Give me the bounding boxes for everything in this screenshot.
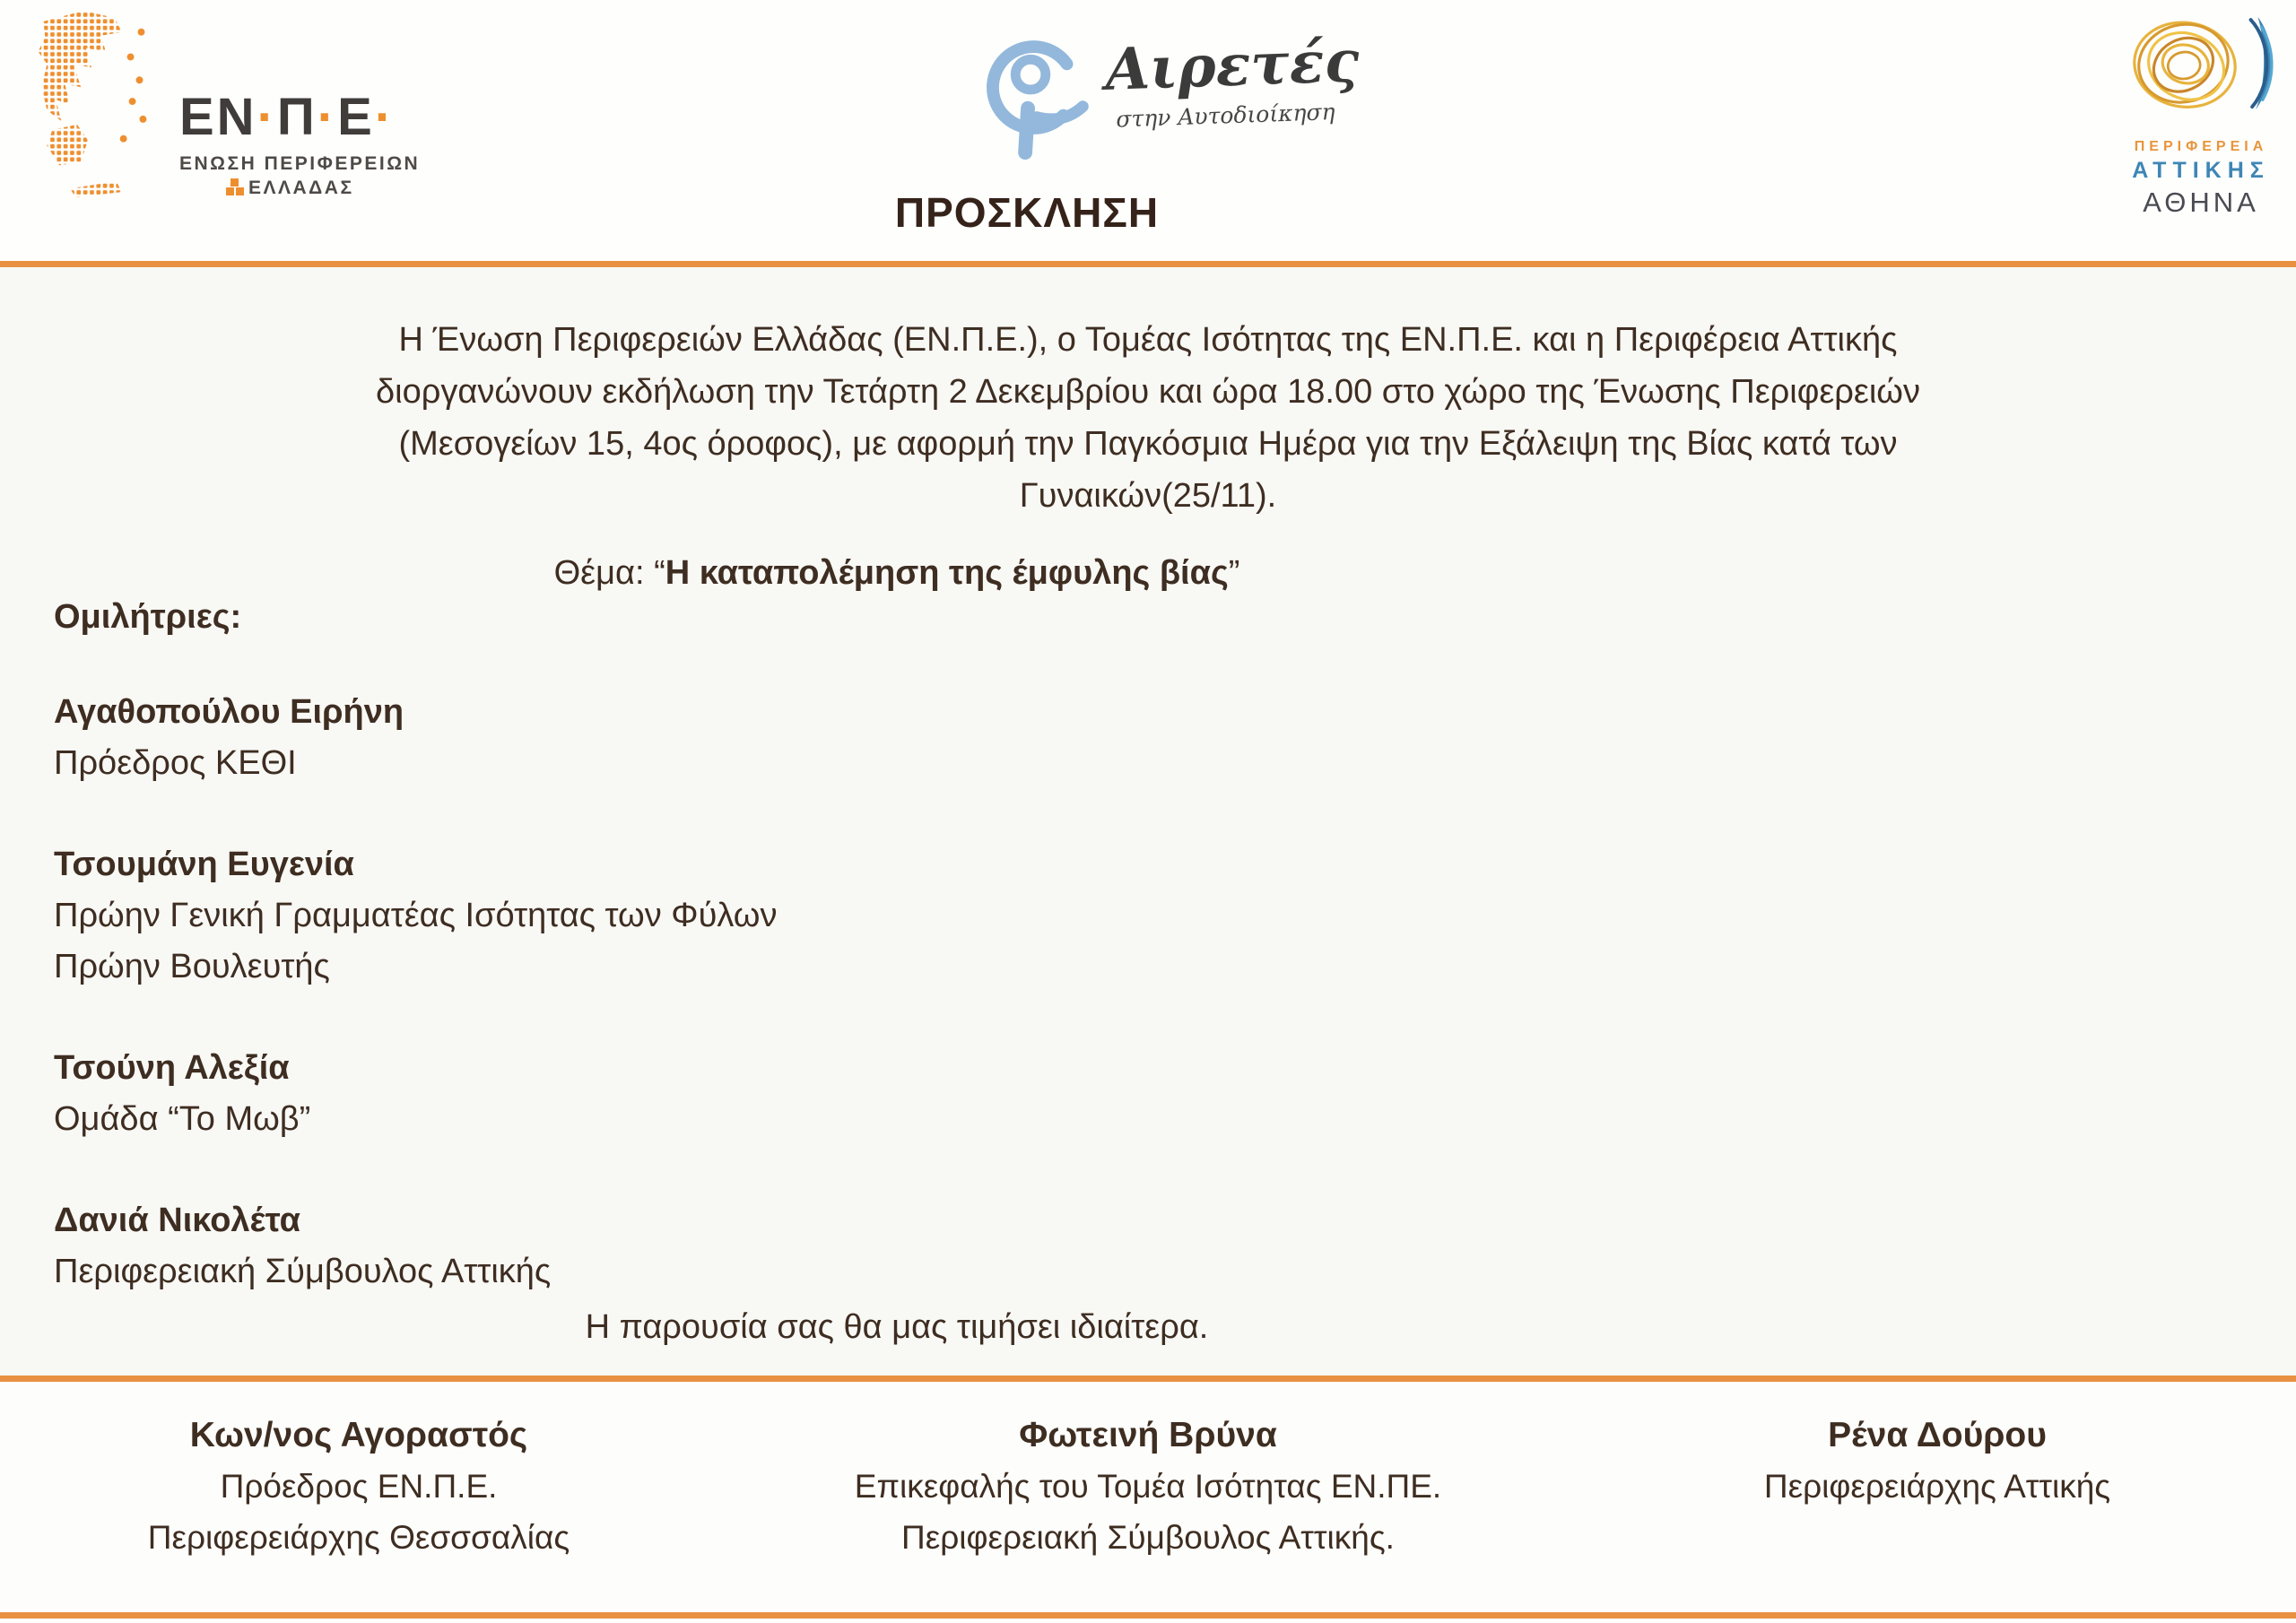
enpe-wordmark bbox=[179, 88, 420, 146]
speaker-name: Τσούνη Αλεξία bbox=[54, 1049, 290, 1087]
signatory-title: Περιφερειάρχης Θεσσσαλίας bbox=[147, 1519, 570, 1556]
divider-bottom bbox=[0, 1376, 2296, 1382]
enpe-wordmark-dot: · bbox=[317, 88, 338, 146]
page-title: ΠΡΟΣΚΛΗΣΗ bbox=[894, 189, 1160, 236]
speaker-name: Δανιά Νικολέτα bbox=[54, 1202, 300, 1239]
signatory bbox=[718, 1410, 1578, 1563]
enpe-wordmark-letters: Π bbox=[276, 88, 317, 146]
woman-symbol-icon bbox=[973, 11, 1091, 161]
enpe-wordmark-letters: Ε bbox=[337, 88, 375, 146]
speaker-title: Πρώην Γενική Γραμματέας Ισότητας των Φύλων bbox=[54, 897, 778, 934]
enpe-logo bbox=[11, 5, 420, 210]
speaker-entry bbox=[54, 1043, 2296, 1145]
header bbox=[0, 0, 2296, 261]
signatory bbox=[0, 1410, 718, 1563]
speaker-title: Ομάδα “Το Μωβ” bbox=[54, 1100, 311, 1138]
intro-paragraph bbox=[81, 314, 2216, 522]
enpe-subtitle-line1: ΕΝΩΣΗ ΠΕΡΙΦΕΡΕΙΩΝ bbox=[179, 153, 421, 174]
greece-dotted-map-icon bbox=[11, 5, 165, 210]
theme-text: Η καταπολέμηση της έμφυλης βίας bbox=[665, 554, 1229, 592]
speaker-title: Πρώην Βουλευτής bbox=[54, 948, 330, 985]
sun-moon-scribble-icon bbox=[2120, 0, 2282, 131]
speakers-heading: Ομιλήτριες: bbox=[54, 598, 242, 636]
theme-line bbox=[0, 554, 1794, 593]
signatory-name: Ρένα Δούρου bbox=[1828, 1416, 2047, 1454]
speaker-name: Τσουμάνη Ευγενία bbox=[54, 846, 354, 883]
airetes-name: Αιρετές bbox=[1104, 28, 1361, 104]
speaker-entry bbox=[54, 839, 2296, 993]
intro-line: Γυναικών(25/11). bbox=[1019, 477, 1277, 515]
theme-label: Θέμα: bbox=[553, 554, 655, 592]
divider-top bbox=[0, 261, 2296, 267]
closing-line: Η παρουσία σας θα μας τιμήσει ιδιαίτερα. bbox=[585, 1308, 1209, 1346]
enpe-logo-text bbox=[179, 88, 421, 199]
signatory-title: Πρόεδρος ΕΝ.Π.Ε. bbox=[220, 1468, 498, 1505]
signatory bbox=[1578, 1410, 2296, 1563]
attiki-region-label: ΠΕΡΙΦΕΡΕΙΑ bbox=[2134, 139, 2268, 154]
attiki-logo bbox=[2120, 0, 2282, 219]
signatory-name: Φωτεινή Βρύνα bbox=[1019, 1416, 1277, 1454]
airetes-tagline: στην Αυτοδιοίκηση bbox=[1115, 99, 1335, 133]
theme-close-quote: ” bbox=[1228, 554, 1240, 592]
speaker-name: Αγαθοπούλου Ειρήνη bbox=[54, 693, 404, 731]
signatories bbox=[0, 1410, 2296, 1563]
divider-footer bbox=[0, 1612, 2296, 1619]
airetes-logo-text bbox=[1104, 28, 1361, 133]
enpe-wordmark-dot: · bbox=[257, 88, 277, 146]
enpe-wordmark-dot: · bbox=[374, 88, 396, 146]
enpe-subtitle-line2-text: ΕΛΛΑΔΑΣ bbox=[248, 178, 354, 198]
enpe-wordmark-letters: ΕΝ bbox=[179, 88, 257, 146]
signatory-title: Περιφερειακή Σύμβουλος Αττικής. bbox=[901, 1519, 1395, 1556]
speaker-entry bbox=[54, 1195, 2296, 1298]
theme-open-quote: “ bbox=[654, 554, 665, 592]
signatory-name: Κων/νος Αγοραστός bbox=[189, 1416, 528, 1454]
attiki-city-label: ΑΘΗΝΑ bbox=[2143, 187, 2259, 218]
speaker-entry bbox=[54, 687, 2296, 789]
speaker-title: Πρόεδρος ΚΕΘΙ bbox=[54, 744, 297, 782]
intro-line: (Μεσογείων 15, 4ος όροφος), με αφορμή την Παγκόσμια Ημέρα για την Εξάλειψη της Βίας κατά των bbox=[398, 425, 1898, 463]
signatory-title: Επικεφαλής του Τομέα Ισότητας ΕΝ.ΠΕ. bbox=[854, 1468, 1442, 1505]
airetes-logo bbox=[973, 11, 1360, 161]
invitation-body bbox=[0, 267, 2296, 1376]
intro-line: Η Ένωση Περιφερειών Ελλάδας (ΕΝ.Π.Ε.), ο Τομέας Ισότητας της ΕΝ.Π.Ε. και η Περιφέρεια Αττικής bbox=[398, 321, 1898, 359]
attiki-name-label: ΑΤΤΙΚΗΣ bbox=[2132, 158, 2270, 183]
signatory-title: Περιφερειάρχης Αττικής bbox=[1763, 1468, 2111, 1505]
intro-line: διοργανώνουν εκδήλωση την Τετάρτη 2 Δεκεμβρίου και ώρα 18.00 στο χώρο της Ένωσης Περιφερειών bbox=[376, 373, 1920, 411]
speaker-title: Περιφερειακή Σύμβουλος Αττικής bbox=[54, 1253, 552, 1290]
